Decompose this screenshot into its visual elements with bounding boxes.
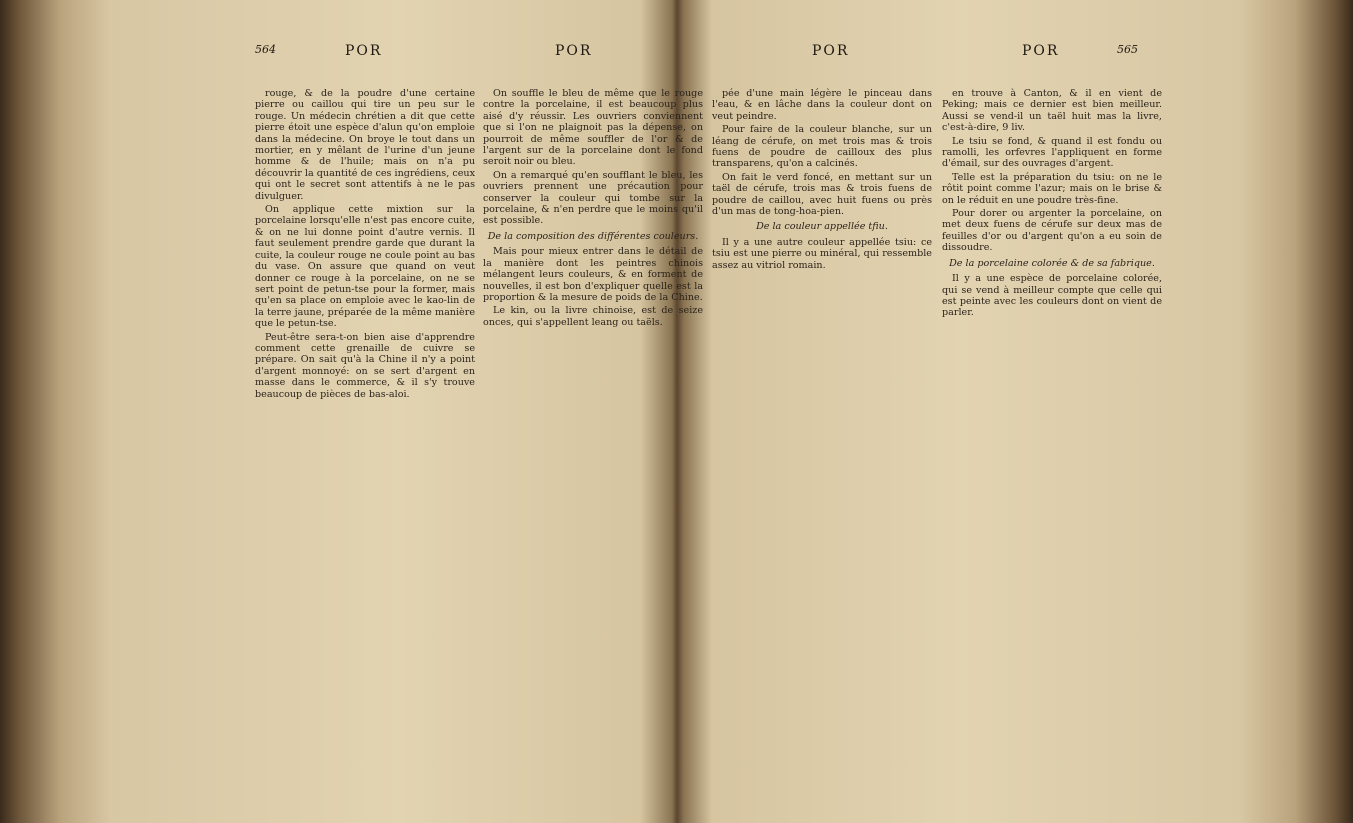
left-column-1 [255, 88, 475, 778]
page-number-left: 564 [255, 43, 276, 56]
paragraph: Il y a une espèce de porcelaine colorée, qui se vend à meilleur compte que celle qui est peinte avec les couleurs dont on vient de parler. [942, 273, 1162, 319]
paragraph: On applique cette mixtion sur la porcelaine lorsqu'elle n'est pas encore cuite, & on ne lui donne point d'autre vernis. Il faut seulement prendre garde que durant la cuite, la couleur rouge ne coule point au bas du vase. On assure que quand on veut donner ce rouge à la porcelaine, on ne se sert point de petun-tse pour la former, mais qu'en sa place on emploie avec le kao-lin de la terre jaune, préparée de la même manière que le petun-tse. [255, 204, 475, 330]
paragraph: pée d'une main légère le pinceau dans l'eau, & en lâche dans la couleur dont on veut peindre. [712, 88, 932, 122]
section-heading: De la porcelaine colorée & de sa fabrique. [949, 257, 1155, 269]
section-heading: De la composition des différentes couleurs. [487, 230, 699, 242]
running-head-right-1: POR [812, 43, 850, 59]
right-column-1 [712, 88, 932, 778]
paragraph: Telle est la préparation du tsiu: on ne le rôtit point comme l'azur; mais on le brise & on le réduit en une poudre très-fine. [942, 171, 1162, 206]
running-head-right-2: POR [1022, 43, 1060, 59]
paragraph: Mais pour mieux entrer dans le détail de la manière dont les peintres chinois mélangent leurs couleurs, & en forment de nouvelles, il est bon d'expliquer quelle est la proportion & la mesure de poids de la Chine. [483, 246, 703, 303]
paragraph: On a remarqué qu'en soufflant le bleu, les ouvriers prennent une précaution pour conserver la couleur qui tombe sur la porcelaine, & n'en perdre que le moins qu'il est possible. [483, 169, 703, 227]
paragraph: Le tsiu se fond, & quand il est fondu ou ramolli, les orfevres l'appliquent en forme d'émail, sur des ouvrages d'argent. [942, 135, 1162, 170]
running-head-left-2: POR [555, 43, 593, 59]
right-column-2 [942, 88, 1162, 778]
paragraph: Peut-être sera-t-on bien aise d'apprendre comment cette grenaille de cuivre se prépare. On sait qu'à la Chine il n'y a point d'argent monnoyé: on se sert d'argent en masse dans le commerce, & il s'y trouve beaucoup de pièces de bas-aloi. [255, 331, 475, 400]
running-head-left-1: POR [345, 43, 383, 59]
paragraph: en trouve à Canton, & il en vient de Peking; mais ce dernier est bien meilleur. Aussi se vend-il un taël huit mas la livre, c'est-à-dire, 9 liv. [942, 88, 1162, 134]
paragraph: Pour dorer ou argenter la porcelaine, on met deux fuens de cérufe sur deux mas de feuilles d'or ou d'argent qu'on a eu soin de dissoudre. [942, 208, 1162, 254]
paragraph: On souffle le bleu de même que le rouge contre la porcelaine, il est beaucoup plus aisé d'y réussir. Les ouvriers conviennent que si l'on ne plaignoit pas la dépense, on pourroit de même souffler de l'or & de l'argent sur de la porcelaine dont le fond seroit noir ou bleu. [483, 88, 703, 168]
left-column-2 [483, 88, 703, 778]
paragraph: rouge, & de la poudre d'une certaine pierre ou caillou qui tire un peu sur le rouge. Un médecin chrétien a dit que cette pierre étoit une espèce d'alun qu'on emploie dans la médecine. On broye le tout dans un mortier, en y mêlant de l'urine d'un jeune homme & de l'huile; mais on n'a pu découvrir la quantité de ces ingrédiens, ceux qui ont le secret sont attentifs à ne le pas divulguer. [255, 88, 475, 202]
paragraph: Pour faire de la couleur blanche, sur un léang de cérufe, on met trois mas & trois fuens de poudre de cailloux des plus transparens, qu'on a calcinés. [712, 124, 932, 170]
paragraph: On fait le verd foncé, en mettant sur un taël de cérufe, trois mas & trois fuens de poudre de caillou, avec huit fuens ou près d'un mas de tong-hoa-pien. [712, 171, 932, 218]
page-number-right: 565 [1117, 43, 1138, 56]
paragraph: Le kin, ou la livre chinoise, est de seize onces, qui s'appellent leang ou taëls. [483, 305, 703, 328]
paragraph: Il y a une autre couleur appellée tsiu: ce tsiu est une pierre ou minéral, qui ressemble assez au vitriol romain. [712, 236, 932, 271]
section-heading: De la couleur appellée tfiu. [756, 221, 888, 233]
